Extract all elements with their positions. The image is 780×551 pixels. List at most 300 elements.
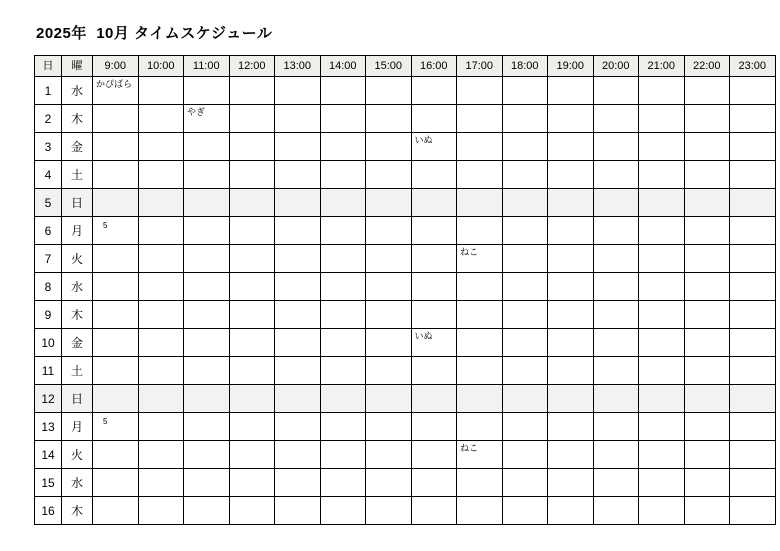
cell-time-slot[interactable] (93, 301, 139, 329)
cell-time-slot[interactable] (366, 189, 412, 217)
cell-weekday: 日 (62, 385, 93, 413)
cell-time-slot[interactable] (138, 441, 184, 469)
cell-time-slot[interactable] (730, 469, 776, 497)
cell-time-slot[interactable] (457, 441, 503, 469)
cell-time-slot[interactable] (320, 441, 366, 469)
cell-time-slot[interactable] (275, 497, 321, 525)
cell-time-slot[interactable] (639, 189, 685, 217)
cell-time-slot[interactable] (138, 385, 184, 413)
cell-time-slot[interactable] (93, 413, 139, 441)
cell-time-slot[interactable] (593, 385, 639, 413)
cell-time-slot[interactable] (593, 217, 639, 245)
cell-time-slot[interactable] (366, 413, 412, 441)
cell-time-slot[interactable] (184, 385, 230, 413)
table-row (35, 301, 776, 329)
cell-weekday: 土 (62, 161, 93, 189)
header-cell-hour: 20:00 (593, 56, 639, 77)
cell-time-slot[interactable] (593, 161, 639, 189)
cell-time-slot[interactable] (320, 77, 366, 105)
cell-time-slot[interactable] (593, 413, 639, 441)
cell-day-number: 11 (35, 357, 62, 385)
cell-time-slot[interactable] (593, 245, 639, 273)
cell-time-slot[interactable] (593, 189, 639, 217)
cell-day-number: 10 (35, 329, 62, 357)
cell-time-slot[interactable] (138, 161, 184, 189)
cell-time-slot[interactable] (320, 217, 366, 245)
cell-time-slot[interactable] (184, 245, 230, 273)
cell-time-slot[interactable] (366, 77, 412, 105)
cell-time-slot[interactable] (184, 301, 230, 329)
cell-time-slot[interactable] (502, 273, 548, 301)
header-cell-hour: 12:00 (229, 56, 275, 77)
cell-day-number: 1 (35, 77, 62, 105)
cell-time-slot[interactable] (457, 497, 503, 525)
cell-time-slot[interactable] (639, 77, 685, 105)
cell-time-slot[interactable] (229, 189, 275, 217)
cell-time-slot[interactable] (639, 273, 685, 301)
cell-time-slot[interactable] (684, 441, 730, 469)
cell-time-slot[interactable] (684, 413, 730, 441)
cell-time-slot[interactable] (320, 497, 366, 525)
cell-time-slot[interactable] (593, 441, 639, 469)
header-cell-hour: 14:00 (320, 56, 366, 77)
schedule-event: いぬ (414, 135, 433, 145)
cell-time-slot[interactable] (593, 301, 639, 329)
cell-time-slot[interactable] (548, 329, 594, 357)
cell-day-number: 16 (35, 497, 62, 525)
cell-time-slot[interactable] (730, 133, 776, 161)
cell-time-slot[interactable] (548, 105, 594, 133)
cell-time-slot[interactable] (639, 133, 685, 161)
cell-time-slot[interactable] (548, 357, 594, 385)
cell-time-slot[interactable] (411, 133, 457, 161)
cell-time-slot[interactable] (684, 105, 730, 133)
cell-time-slot[interactable] (502, 133, 548, 161)
cell-time-slot[interactable] (548, 301, 594, 329)
cell-day-number: 5 (35, 189, 62, 217)
cell-time-slot[interactable] (138, 357, 184, 385)
cell-time-slot[interactable] (411, 413, 457, 441)
cell-time-slot[interactable] (730, 329, 776, 357)
cell-time-slot[interactable] (411, 301, 457, 329)
cell-time-slot[interactable] (457, 133, 503, 161)
cell-time-slot[interactable] (684, 245, 730, 273)
schedule-event: やぎ (187, 107, 206, 117)
cell-time-slot[interactable] (184, 217, 230, 245)
schedule-event: ねこ (460, 247, 479, 257)
table-row (35, 441, 776, 469)
table-row (35, 189, 776, 217)
cell-time-slot[interactable] (411, 469, 457, 497)
cell-day-number: 7 (35, 245, 62, 273)
cell-time-slot[interactable] (457, 161, 503, 189)
cell-time-slot[interactable] (502, 189, 548, 217)
cell-time-slot[interactable] (320, 413, 366, 441)
cell-time-slot[interactable] (411, 273, 457, 301)
cell-time-slot[interactable] (138, 105, 184, 133)
cell-time-slot[interactable] (548, 133, 594, 161)
cell-time-slot[interactable] (593, 105, 639, 133)
cell-time-slot[interactable] (730, 413, 776, 441)
cell-time-slot[interactable] (684, 329, 730, 357)
cell-time-slot[interactable] (457, 357, 503, 385)
cell-time-slot[interactable] (93, 441, 139, 469)
cell-time-slot[interactable] (411, 385, 457, 413)
cell-time-slot[interactable] (229, 413, 275, 441)
table-row (35, 133, 776, 161)
cell-time-slot[interactable] (138, 77, 184, 105)
cell-time-slot[interactable] (593, 357, 639, 385)
cell-time-slot[interactable] (275, 273, 321, 301)
cell-time-slot[interactable] (138, 133, 184, 161)
cell-time-slot[interactable] (366, 385, 412, 413)
cell-time-slot[interactable] (275, 133, 321, 161)
cell-time-slot[interactable] (229, 161, 275, 189)
cell-time-slot[interactable] (639, 413, 685, 441)
cell-time-slot[interactable] (411, 105, 457, 133)
cell-time-slot[interactable] (366, 161, 412, 189)
cell-time-slot[interactable] (684, 273, 730, 301)
cell-time-slot[interactable] (457, 105, 503, 133)
cell-time-slot[interactable] (320, 161, 366, 189)
cell-time-slot[interactable] (684, 385, 730, 413)
cell-time-slot[interactable] (138, 189, 184, 217)
cell-time-slot[interactable] (93, 385, 139, 413)
cell-time-slot[interactable] (366, 441, 412, 469)
cell-time-slot[interactable] (229, 217, 275, 245)
cell-weekday: 木 (62, 301, 93, 329)
header-cell-weekday: 曜 (62, 56, 93, 77)
cell-time-slot[interactable] (457, 245, 503, 273)
cell-time-slot[interactable] (366, 357, 412, 385)
table-row (35, 357, 776, 385)
cell-time-slot[interactable] (639, 245, 685, 273)
cell-time-slot[interactable] (639, 441, 685, 469)
cell-time-slot[interactable] (684, 357, 730, 385)
cell-time-slot[interactable] (502, 413, 548, 441)
cell-time-slot[interactable] (93, 189, 139, 217)
cell-time-slot[interactable] (411, 441, 457, 469)
cell-time-slot[interactable] (229, 273, 275, 301)
cell-time-slot[interactable] (457, 329, 503, 357)
cell-day-number: 12 (35, 385, 62, 413)
header-cell-hour: 10:00 (138, 56, 184, 77)
cell-time-slot[interactable] (457, 469, 503, 497)
cell-day-number: 3 (35, 133, 62, 161)
cell-weekday: 月 (62, 413, 93, 441)
cell-time-slot[interactable] (184, 273, 230, 301)
cell-time-slot[interactable] (593, 77, 639, 105)
cell-time-slot[interactable] (502, 301, 548, 329)
cell-time-slot[interactable] (184, 161, 230, 189)
cell-time-slot[interactable] (684, 301, 730, 329)
header-cell-day: 日 (35, 56, 62, 77)
cell-time-slot[interactable] (411, 77, 457, 105)
cell-time-slot[interactable] (138, 217, 184, 245)
cell-time-slot[interactable] (548, 413, 594, 441)
cell-time-slot[interactable] (730, 357, 776, 385)
schedule-event: かぴばら (96, 79, 133, 89)
cell-time-slot[interactable] (366, 301, 412, 329)
cell-time-slot[interactable] (366, 217, 412, 245)
cell-time-slot[interactable] (184, 329, 230, 357)
cell-time-slot[interactable] (548, 441, 594, 469)
cell-time-slot[interactable] (639, 357, 685, 385)
cell-time-slot[interactable] (184, 441, 230, 469)
cell-time-slot[interactable] (184, 105, 230, 133)
cell-weekday: 木 (62, 105, 93, 133)
cell-time-slot[interactable] (684, 161, 730, 189)
table-row (35, 105, 776, 133)
cell-time-slot[interactable] (184, 77, 230, 105)
cell-time-slot[interactable] (366, 273, 412, 301)
cell-time-slot[interactable] (184, 133, 230, 161)
cell-time-slot[interactable] (411, 357, 457, 385)
cell-time-slot[interactable] (93, 273, 139, 301)
cell-time-slot[interactable] (684, 497, 730, 525)
table-row (35, 245, 776, 273)
cell-time-slot[interactable] (366, 105, 412, 133)
cell-time-slot[interactable] (548, 497, 594, 525)
cell-day-number: 14 (35, 441, 62, 469)
cell-time-slot[interactable] (275, 413, 321, 441)
cell-time-slot[interactable] (730, 161, 776, 189)
cell-time-slot[interactable] (411, 329, 457, 357)
cell-time-slot[interactable] (229, 245, 275, 273)
cell-time-slot[interactable] (502, 245, 548, 273)
header-cell-hour: 16:00 (411, 56, 457, 77)
cell-time-slot[interactable] (229, 105, 275, 133)
cell-time-slot[interactable] (548, 77, 594, 105)
cell-time-slot[interactable] (93, 133, 139, 161)
cell-time-slot[interactable] (275, 77, 321, 105)
cell-weekday: 木 (62, 497, 93, 525)
cell-time-slot[interactable] (502, 469, 548, 497)
cell-time-slot[interactable] (730, 497, 776, 525)
cell-time-slot[interactable] (502, 441, 548, 469)
cell-weekday: 金 (62, 133, 93, 161)
cell-time-slot[interactable] (457, 301, 503, 329)
cell-time-slot[interactable] (229, 301, 275, 329)
cell-time-slot[interactable] (366, 469, 412, 497)
cell-time-slot[interactable] (411, 497, 457, 525)
cell-time-slot[interactable] (229, 497, 275, 525)
cell-time-slot[interactable] (138, 245, 184, 273)
cell-time-slot[interactable] (229, 133, 275, 161)
table-row (35, 161, 776, 189)
table-row (35, 469, 776, 497)
cell-time-slot[interactable] (138, 469, 184, 497)
cell-time-slot[interactable] (593, 497, 639, 525)
cell-time-slot[interactable] (320, 105, 366, 133)
cell-time-slot[interactable] (320, 245, 366, 273)
cell-time-slot[interactable] (138, 497, 184, 525)
cell-time-slot[interactable] (684, 133, 730, 161)
cell-time-slot[interactable] (275, 357, 321, 385)
cell-time-slot[interactable] (411, 161, 457, 189)
cell-time-slot[interactable] (411, 189, 457, 217)
cell-time-slot[interactable] (548, 469, 594, 497)
cell-time-slot[interactable] (138, 301, 184, 329)
cell-time-slot[interactable] (548, 385, 594, 413)
cell-time-slot[interactable] (229, 357, 275, 385)
cell-time-slot[interactable] (457, 217, 503, 245)
cell-time-slot[interactable] (639, 329, 685, 357)
cell-time-slot[interactable] (320, 469, 366, 497)
cell-time-slot[interactable] (639, 385, 685, 413)
cell-time-slot[interactable] (730, 441, 776, 469)
cell-day-number: 15 (35, 469, 62, 497)
cell-time-slot[interactable] (229, 469, 275, 497)
cell-time-slot[interactable] (275, 469, 321, 497)
cell-time-slot[interactable] (593, 329, 639, 357)
cell-time-slot[interactable] (275, 245, 321, 273)
cell-weekday: 土 (62, 357, 93, 385)
cell-time-slot[interactable] (275, 217, 321, 245)
cell-time-slot[interactable] (730, 217, 776, 245)
cell-weekday: 水 (62, 469, 93, 497)
cell-weekday: 火 (62, 441, 93, 469)
cell-time-slot[interactable] (93, 497, 139, 525)
cell-time-slot[interactable] (320, 385, 366, 413)
cell-day-number: 2 (35, 105, 62, 133)
cell-time-slot[interactable] (138, 329, 184, 357)
cell-time-slot[interactable] (320, 133, 366, 161)
cell-time-slot[interactable] (184, 413, 230, 441)
cell-time-slot[interactable] (275, 385, 321, 413)
cell-time-slot[interactable] (93, 357, 139, 385)
cell-time-slot[interactable] (502, 329, 548, 357)
cell-time-slot[interactable] (275, 105, 321, 133)
cell-time-slot[interactable] (502, 217, 548, 245)
cell-time-slot[interactable] (138, 413, 184, 441)
cell-time-slot[interactable] (502, 105, 548, 133)
cell-time-slot[interactable] (229, 441, 275, 469)
cell-time-slot[interactable] (593, 469, 639, 497)
table-header-row (35, 56, 776, 77)
cell-time-slot[interactable] (684, 77, 730, 105)
cell-time-slot[interactable] (229, 385, 275, 413)
cell-time-slot[interactable] (684, 469, 730, 497)
cell-time-slot[interactable] (548, 189, 594, 217)
table-row (35, 413, 776, 441)
cell-time-slot[interactable] (411, 217, 457, 245)
cell-time-slot[interactable] (457, 77, 503, 105)
cell-time-slot[interactable] (184, 497, 230, 525)
cell-time-slot[interactable] (548, 245, 594, 273)
cell-time-slot[interactable] (457, 189, 503, 217)
cell-time-slot[interactable] (639, 105, 685, 133)
cell-time-slot[interactable] (366, 245, 412, 273)
cell-day-number: 4 (35, 161, 62, 189)
header-cell-hour: 17:00 (457, 56, 503, 77)
cell-time-slot[interactable] (548, 273, 594, 301)
cell-day-number: 6 (35, 217, 62, 245)
cell-time-slot[interactable] (502, 77, 548, 105)
cell-time-slot[interactable] (320, 329, 366, 357)
cell-time-slot[interactable] (730, 189, 776, 217)
header-cell-hour: 21:00 (639, 56, 685, 77)
cell-weekday: 火 (62, 245, 93, 273)
cell-time-slot[interactable] (93, 329, 139, 357)
cell-time-slot[interactable] (229, 77, 275, 105)
cell-time-slot[interactable] (411, 245, 457, 273)
cell-time-slot[interactable] (684, 189, 730, 217)
cell-time-slot[interactable] (320, 357, 366, 385)
cell-time-slot[interactable] (93, 77, 139, 105)
cell-time-slot[interactable] (684, 217, 730, 245)
cell-time-slot[interactable] (93, 245, 139, 273)
cell-time-slot[interactable] (639, 217, 685, 245)
header-cell-hour: 15:00 (366, 56, 412, 77)
cell-time-slot[interactable] (593, 133, 639, 161)
cell-time-slot[interactable] (639, 301, 685, 329)
cell-time-slot[interactable] (593, 273, 639, 301)
cell-time-slot[interactable] (320, 189, 366, 217)
cell-time-slot[interactable] (275, 161, 321, 189)
cell-time-slot[interactable] (502, 385, 548, 413)
cell-time-slot[interactable] (366, 497, 412, 525)
cell-time-slot[interactable] (275, 301, 321, 329)
header-cell-hour: 9:00 (93, 56, 139, 77)
cell-time-slot[interactable] (229, 329, 275, 357)
cell-time-slot[interactable] (457, 385, 503, 413)
cell-time-slot[interactable] (548, 161, 594, 189)
cell-time-slot[interactable] (730, 105, 776, 133)
time-schedule-table (34, 55, 776, 525)
cell-time-slot[interactable] (639, 497, 685, 525)
cell-time-slot[interactable] (366, 329, 412, 357)
cell-time-slot[interactable] (457, 273, 503, 301)
cell-time-slot[interactable] (548, 217, 594, 245)
cell-time-slot[interactable] (366, 133, 412, 161)
cell-time-slot[interactable] (275, 329, 321, 357)
table-row (35, 385, 776, 413)
cell-time-slot[interactable] (93, 469, 139, 497)
cell-time-slot[interactable] (93, 217, 139, 245)
cell-weekday: 水 (62, 77, 93, 105)
header-cell-hour: 19:00 (548, 56, 594, 77)
cell-time-slot[interactable] (502, 161, 548, 189)
table-row (35, 217, 776, 245)
cell-weekday: 日 (62, 189, 93, 217)
cell-time-slot[interactable] (502, 497, 548, 525)
cell-time-slot[interactable] (730, 245, 776, 273)
cell-time-slot[interactable] (457, 413, 503, 441)
cell-time-slot[interactable] (639, 469, 685, 497)
cell-time-slot[interactable] (320, 301, 366, 329)
cell-time-slot[interactable] (275, 189, 321, 217)
cell-time-slot[interactable] (184, 469, 230, 497)
cell-time-slot[interactable] (730, 273, 776, 301)
cell-time-slot[interactable] (275, 441, 321, 469)
cell-time-slot[interactable] (730, 77, 776, 105)
cell-time-slot[interactable] (184, 357, 230, 385)
header-cell-hour: 23:00 (730, 56, 776, 77)
cell-time-slot[interactable] (138, 273, 184, 301)
schedule-event: ねこ (460, 443, 479, 453)
cell-time-slot[interactable] (730, 301, 776, 329)
cell-time-slot[interactable] (639, 161, 685, 189)
schedule-event: いぬ (414, 331, 433, 341)
cell-time-slot[interactable] (730, 385, 776, 413)
cell-weekday: 月 (62, 217, 93, 245)
cell-time-slot[interactable] (184, 189, 230, 217)
cell-time-slot[interactable] (320, 273, 366, 301)
cell-time-slot[interactable] (502, 357, 548, 385)
cell-time-slot[interactable] (93, 161, 139, 189)
cell-time-slot[interactable] (93, 105, 139, 133)
